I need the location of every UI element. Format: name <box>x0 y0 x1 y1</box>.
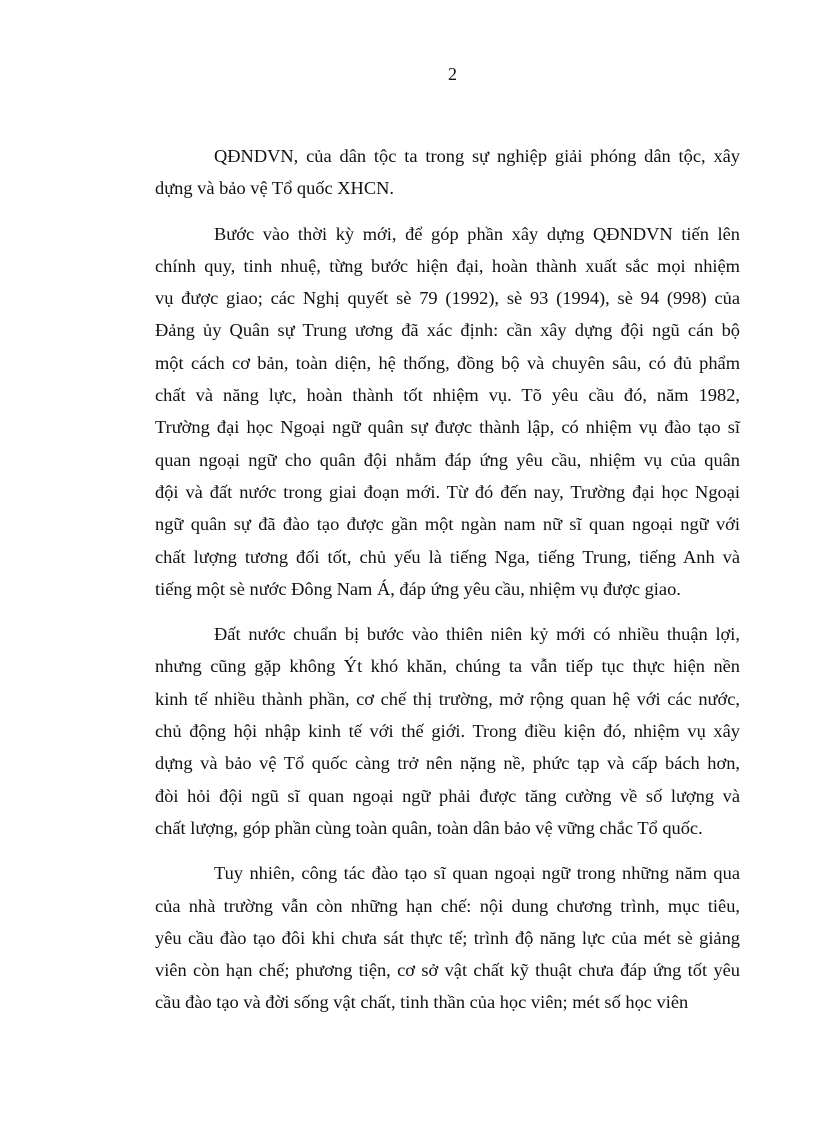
text-line: chất lượng, góp phần cùng toàn quân, toàn dân bảo vệ vững chắc Tổ quốc. <box>155 817 703 838</box>
text-line: yêu cầu đào tạo đôi khi chưa sát thực tế; trình độ năng lực của mét sè giảng <box>155 927 740 948</box>
text-line: Trường đại học Ngoại ngữ quân sự được thành lập, có nhiệm vụ đào tạo sĩ <box>155 417 740 438</box>
text-line: chính quy, tinh nhuệ, từng bước hiện đại, hoàn thành xuất sắc mọi nhiệm <box>155 255 740 276</box>
text-line: Tuy nhiên, công tác đào tạo sĩ quan ngoại ngữ trong những năm qua <box>214 863 740 884</box>
text-line: Đảng ủy Quân sự Trung ương đã xác định: cần xây dựng đội ngũ cán bộ <box>155 320 740 341</box>
text-line: vụ được giao; các Nghị quyết sè 79 (1992), sè 93 (1994), sè 94 (998) của <box>155 288 740 309</box>
text-line: nhưng cũng gặp không Ýt khó khăn, chúng ta vẫn tiếp tục thực hiện nền <box>155 656 740 677</box>
text-line: quan ngoại ngữ cho quân đội nhằm đáp ứng yêu cầu, nhiệm vụ của quân <box>155 449 740 470</box>
text-line: chất và năng lực, hoàn thành tốt nhiệm vụ. Tõ yêu cầu đó, năm 1982, <box>155 385 740 406</box>
paragraph-1 <box>155 140 740 205</box>
text-line: cầu đào tạo và đời sống vật chất, tinh thần của học viên; mét số học viên <box>155 992 689 1013</box>
text-line: Bước vào thời kỳ mới, để góp phần xây dựng QĐNDVN tiến lên <box>214 223 740 244</box>
text-line: QĐNDVN, của dân tộc ta trong sự nghiệp giải phóng dân tộc, xây <box>214 146 740 166</box>
paragraph-2 <box>155 218 740 606</box>
text-line: chất lượng tương đối tốt, chủ yếu là tiếng Nga, tiếng Trung, tiếng Anh và <box>155 546 740 567</box>
text-line: tiếng một sè nước Đông Nam Á, đáp ứng yêu cầu, nhiệm vụ được giao. <box>155 578 681 599</box>
text-line: của nhà trường vẫn còn những hạn chế: nội dung chương trình, mục tiêu, <box>155 895 740 916</box>
text-line: ngữ quân sự đã đào tạo được gần một ngàn nam nữ sĩ quan ngoại ngữ với <box>155 514 740 535</box>
text-line: dựng và bảo vệ Tổ quốc càng trở nên nặng nề, phức tạp và cấp bách hơn, <box>155 753 740 774</box>
text-line: viên còn hạn chế; phương tiện, cơ sở vật chất kỹ thuật chưa đáp ứng tốt yêu <box>155 960 740 981</box>
paragraph-4 <box>155 857 740 1018</box>
text-line: chủ động hội nhập kinh tế với thế giới. Trong điều kiện đó, nhiệm vụ xây <box>155 721 740 742</box>
paragraph-3 <box>155 618 740 844</box>
text-line: một cách cơ bản, toàn diện, hệ thống, đồng bộ và chuyên sâu, có đủ phẩm <box>155 352 740 373</box>
text-line: dựng và bảo vệ Tổ quốc XHCN. <box>155 178 394 199</box>
text-line: kinh tế nhiều thành phần, cơ chế thị trường, mở rộng quan hệ với các nước, <box>155 688 740 709</box>
text-line: Đất nước chuẩn bị bước vào thiên niên kỷ mới có nhiều thuận lợi, <box>214 624 740 645</box>
body-text <box>155 140 740 1032</box>
page-number: 2 <box>448 64 457 84</box>
text-line: đòi hỏi đội ngũ sĩ quan ngoại ngữ phải được tăng cường về số lượng và <box>155 785 740 806</box>
text-line: đội và đất nước trong giai đoạn mới. Từ đó đến nay, Trường đại học Ngoại <box>155 481 740 502</box>
